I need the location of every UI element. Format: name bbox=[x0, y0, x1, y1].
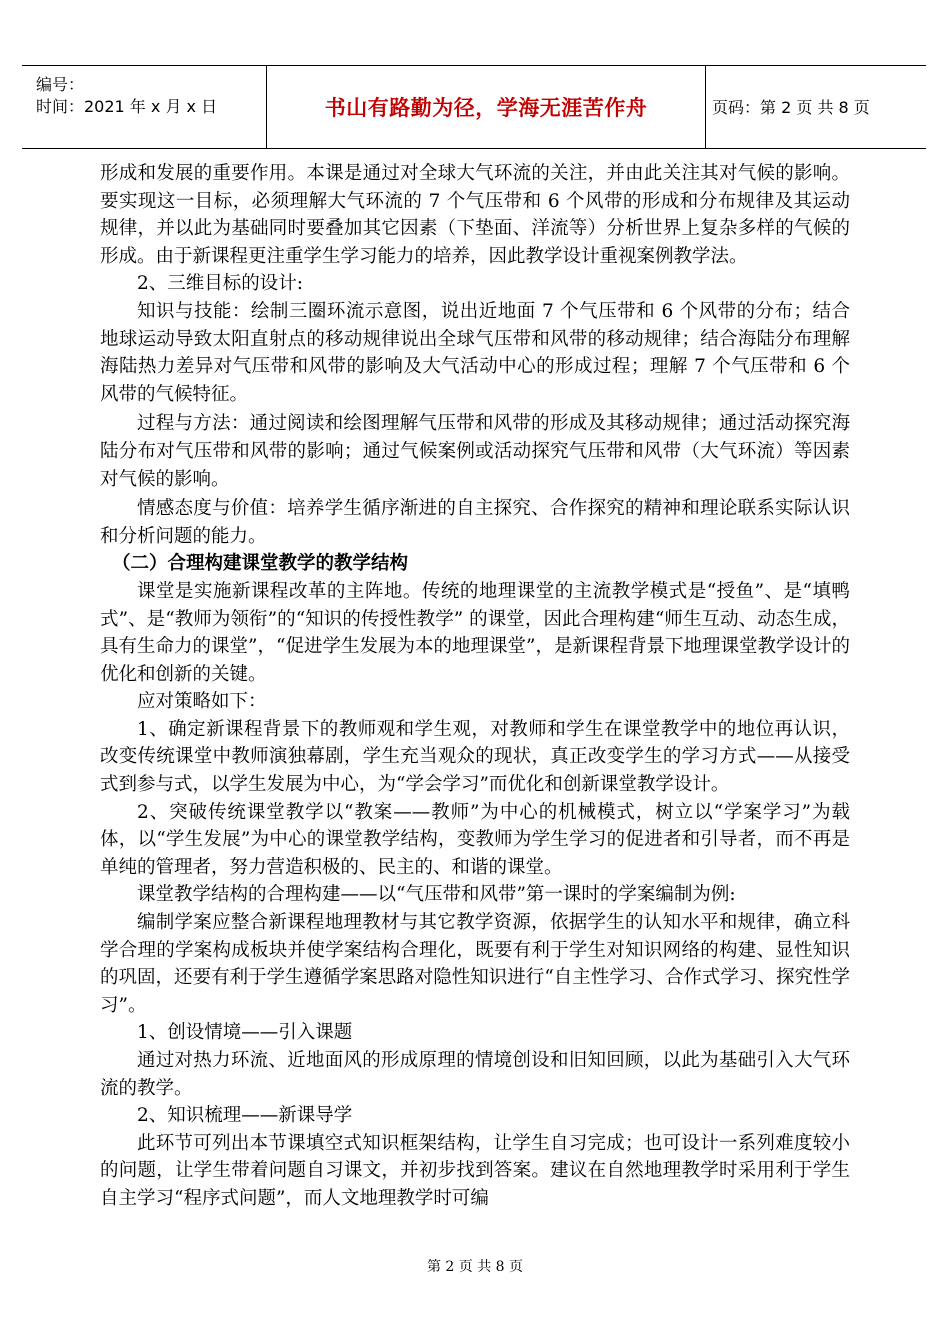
paragraph: 过程与方法：通过阅读和绘图理解气压带和风带的形成及其移动规律；通过活动探究海陆分布对气压带和风带的影响；通过气候案例或活动探究气压带和风带（大气环流）等因素对气候的影响。 bbox=[100, 413, 850, 490]
paragraph: 1、创设情境——引入课题 bbox=[137, 1022, 353, 1044]
document-number-label: 编号： bbox=[36, 75, 85, 94]
paragraph: 1、确定新课程背景下的教师观和学生观，对教师和学生在课堂教学中的地位再认识，改变传统课堂中教师演独幕剧，学生充当观众的现状，真正改变学生的学习方式——从接受式到参与式，以学生发展为中心，为“学会学习”而优化和创新课堂教学设计。 bbox=[100, 718, 850, 796]
header-motto: 书山有路勤为径，学海无涯苦作舟 bbox=[324, 96, 648, 120]
paragraph: 2、三维目标的设计: bbox=[137, 273, 304, 295]
page-header bbox=[22, 65, 926, 149]
paragraph: 课堂教学结构的合理构建——以“气压带和风带”第一课时的学案编制为例: bbox=[137, 884, 736, 906]
paragraph: 应对策略如下： bbox=[137, 691, 267, 713]
header-middle-cell bbox=[266, 66, 706, 148]
paragraph: 通过对热力环流、近地面风的形成原理的情境创设和旧知回顾，以此为基础引入大气环流的教学。 bbox=[100, 1050, 850, 1099]
paragraph: 情感态度与价值：培养学生循序渐进的自主探究、合作探究的精神和理论联系实际认识和分析问题的能力。 bbox=[100, 498, 850, 547]
paragraph: 课堂是实施新课程改革的主阵地。传统的地理课堂的主流教学模式是“授鱼”、是“填鸭式”、是“教师为领衔”的“知识的传授性教学” 的课堂，因此合理构建“师生互动、动态生成，具有生命力的课堂”，“促进学生发展为本的地理课堂”，是新课程背景下地理课堂教学设计的优化和创新的关键。 bbox=[100, 580, 850, 685]
header-left-cell bbox=[22, 66, 266, 148]
date-label: 时间：2021 年 x 月 x 日 bbox=[36, 97, 218, 116]
paragraph: 形成和发展的重要作用。本课是通过对全球大气环流的关注，并由此关注其对气候的影响。要实现这一目标，必须理解大气环流的 7 个气压带和 6 个风带的形成和分布规律及其运动规律，并以此为基础同时要叠加其它因素（下垫面、洋流等）分析世界上复杂多样的气候的形成。由于新课程更注重学生学习能力的培养，因此教学设计重视案例教学法。 bbox=[100, 163, 850, 267]
paragraph: 编制学案应整合新课程地理教材与其它教学资源，依据学生的认知水平和规律，确立科学合理的学案构成板块并使学案结构合理化，既要有利于学生对知识网络的构建、显性知识的巩固，还要有利于学生遵循学案思路对隐性知识进行“自主性学习、合作式学习、探究性学习”。 bbox=[100, 912, 850, 1016]
paragraph: 2、突破传统课堂教学以“教案——教师”为中心的机械模式，树立以“学案学习”为载体，以“学生发展”为中心的课堂教学结构，变教师为学生学习的促进者和引导者，而不再是单纯的管理者，努力营造积极的、民主的、和谐的课堂。 bbox=[100, 801, 850, 878]
section-heading: （二）合理构建课堂教学的教学结构 bbox=[112, 553, 409, 575]
paragraph: 此环节可列出本节课填空式知识框架结构，让学生自习完成；也可设计一系列难度较小的问题，让学生带着问题自习课文，并初步找到答案。建议在自然地理教学时采用利于学生自主学习“程序式问题”，而人文地理教学时可编 bbox=[100, 1132, 850, 1209]
paragraph: 2、知识梳理——新课导学 bbox=[137, 1105, 353, 1127]
header-right-cell bbox=[704, 66, 926, 148]
page-number-label: 页码：第 2 页 共 8 页 bbox=[712, 98, 870, 117]
page-footer: 第 2 页 共 8 页 bbox=[426, 1259, 524, 1275]
document-body bbox=[100, 160, 850, 1213]
paragraph: 知识与技能：绘制三圈环流示意图，说出近地面 7 个气压带和 6 个风带的分布；结合地球运动导致太阳直射点的移动规律说出全球气压带和风带的移动规律；结合海陆分布理解海陆热力差异对气压带和风带的影响及大气活动中心的形成过程；理解 7 个气压带和 6 个风带的气候特征。 bbox=[100, 300, 850, 405]
